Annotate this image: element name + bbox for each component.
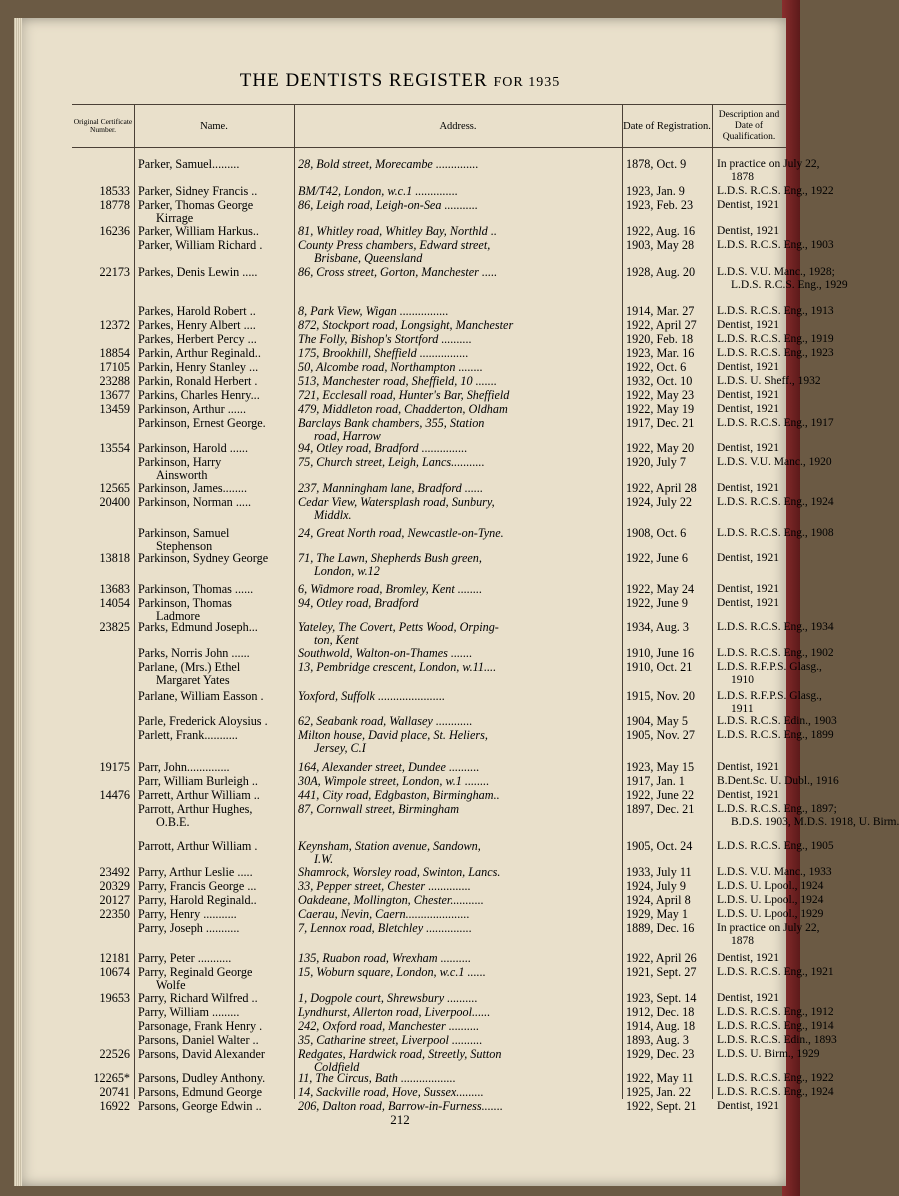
address: 135, Ruabon road, Wrexham ..........: [298, 951, 472, 965]
dentist-name: Parry, Joseph ...........: [138, 921, 240, 935]
dentist-name: Parkinson, Norman .....: [138, 495, 252, 509]
qualification: L.D.S. R.F.P.S. Glasg., 1910: [717, 661, 822, 686]
title-year: FOR 1935: [493, 75, 561, 90]
qualification: Dentist, 1921: [717, 992, 779, 1004]
certificate-number: 22526: [99, 1047, 130, 1061]
qualification: L.D.S. R.F.P.S. Glasg., 1911: [717, 690, 822, 715]
registration-date: 1897, Dec. 21: [626, 802, 695, 816]
qualification: L.D.S. U. Lpool., 1929: [717, 908, 824, 920]
registration-date: 1925, Jan. 22: [626, 1085, 691, 1099]
dentist-name: Parker, William Richard .: [138, 238, 263, 252]
address-continuation: Jersey, C.I: [314, 741, 366, 755]
dentist-name: Parkes, Henry Albert ....: [138, 318, 256, 332]
address: 7, Lennox road, Bletchley ...............: [298, 921, 472, 935]
qualification: L.D.S. R.C.S. Eng., 1899: [717, 729, 834, 741]
certificate-number: 23288: [99, 374, 130, 388]
certificate-number: 22173: [99, 265, 130, 279]
qualification: Dentist, 1921: [717, 389, 779, 401]
qualification: L.D.S. R.C.S. Eng., 1912: [717, 1006, 834, 1018]
dentist-name: Parkinson, Harold ......: [138, 441, 249, 455]
dentist-name: Parkinson, Harry Ainsworth: [138, 455, 222, 482]
dentist-name: Parry, Henry ...........: [138, 907, 237, 921]
dentist-name: Parkinson, Ernest George.: [138, 416, 266, 430]
address: BM/T42, London, w.c.1 ..............: [298, 184, 458, 198]
registration-date: 1922, June 22: [626, 788, 695, 802]
registration-date: 1934, Aug. 3: [626, 620, 689, 634]
dentist-name: Parkinson, Sydney George: [138, 551, 269, 565]
dentist-name: Parle, Frederick Aloysius .: [138, 714, 268, 728]
address: 1, Dogpole court, Shrewsbury ..........: [298, 991, 478, 1005]
dentist-name: Parsons, Daniel Walter ..: [138, 1033, 259, 1047]
address: 164, Alexander street, Dundee ..........: [298, 760, 480, 774]
header-date: Date of Registration.: [623, 120, 711, 132]
registration-date: 1889, Dec. 16: [626, 921, 695, 935]
dentist-name: Parry, Reginald George Wolfe: [138, 965, 253, 992]
certificate-number: 18778: [99, 198, 130, 212]
column-divider: [712, 104, 713, 1099]
address: Redgates, Hardwick road, Streetly, Sutton Coldfield: [298, 1047, 502, 1074]
dentist-name: Parry, William .........: [138, 1005, 240, 1019]
qualification: L.D.S. R.C.S. Eng., 1919: [717, 333, 834, 345]
dentist-name: Parker, Thomas George Kirrage: [138, 198, 254, 225]
qualification: Dentist, 1921: [717, 597, 779, 609]
address: 30A, Wimpole street, London, w.1 ........: [298, 774, 490, 788]
registration-date: 1922, Aug. 16: [626, 224, 696, 238]
name-continuation: Stephenson: [156, 539, 213, 553]
dentist-name: Parkinson, Thomas ......: [138, 582, 254, 596]
qualification: L.D.S. U. Birm., 1929: [717, 1048, 820, 1060]
dentist-name: Parkes, Denis Lewin .....: [138, 265, 258, 279]
registration-date: 1922, April 26: [626, 951, 697, 965]
registration-date: 1924, April 8: [626, 893, 691, 907]
address: 14, Sackville road, Hove, Sussex.........: [298, 1085, 484, 1099]
dentist-name: Parker, Sidney Francis ..: [138, 184, 258, 198]
registration-date: 1933, July 11: [626, 865, 692, 879]
registration-date: 1929, Dec. 23: [626, 1047, 695, 1061]
certificate-number: 23825: [99, 620, 130, 634]
dentist-name: Parkinson, James........: [138, 481, 248, 495]
certificate-number: 20741: [99, 1085, 130, 1099]
qualification: L.D.S. R.C.S. Eng., 1914: [717, 1020, 834, 1032]
address: 15, Woburn square, London, w.c.1 ......: [298, 965, 486, 979]
dentist-name: Parlane, (Mrs.) Ethel Margaret Yates: [138, 660, 241, 687]
address: 479, Middleton road, Chadderton, Oldham: [298, 402, 508, 416]
certificate-number: 12565: [99, 481, 130, 495]
registration-date: 1905, Oct. 24: [626, 839, 693, 853]
address: 8, Park View, Wigan ................: [298, 304, 449, 318]
address: 81, Whitley road, Whitley Bay, Northld ..: [298, 224, 497, 238]
registration-date: 1903, May 28: [626, 238, 695, 252]
dentist-name: Parkinson, Thomas Ladmore: [138, 596, 232, 623]
registration-date: 1914, Aug. 18: [626, 1019, 696, 1033]
qualification: Dentist, 1921: [717, 761, 779, 773]
name-continuation: Ainsworth: [156, 468, 208, 482]
name-continuation: Kirrage: [156, 211, 194, 225]
qualification: Dentist, 1921: [717, 199, 779, 211]
registration-date: 1923, Sept. 14: [626, 991, 697, 1005]
registration-date: 1917, Jan. 1: [626, 774, 685, 788]
qualification: L.D.S. R.C.S. Edin., 1903: [717, 715, 837, 727]
dentist-name: Parry, Richard Wilfred ..: [138, 991, 258, 1005]
qualification: L.D.S. U. Sheff., 1932: [717, 375, 821, 387]
qualification: L.D.S. V.U. Manc., 1928; L.D.S. R.C.S. Eng., 1929: [717, 266, 848, 291]
dentist-name: Parrott, Arthur Hughes, O.B.E.: [138, 802, 253, 829]
address: Yateley, The Covert, Petts Wood, Orping- ton, Kent: [298, 620, 499, 647]
certificate-number: 19653: [99, 991, 130, 1005]
dentist-name: Parry, Francis George ...: [138, 879, 257, 893]
address: 13, Pembridge crescent, London, w.11....: [298, 660, 497, 674]
registration-date: 1878, Oct. 9: [626, 157, 687, 171]
registration-date: 1928, Aug. 20: [626, 265, 696, 279]
qualification: Dentist, 1921: [717, 319, 779, 331]
dentist-name: Parkin, Arthur Reginald..: [138, 346, 261, 360]
certificate-number: 12265*: [93, 1071, 130, 1085]
address: 441, City road, Edgbaston, Birmingham..: [298, 788, 500, 802]
certificate-number: 16236: [99, 224, 130, 238]
certificate-number: 18533: [99, 184, 130, 198]
dentist-name: Parsons, David Alexander: [138, 1047, 265, 1061]
qualification: Dentist, 1921: [717, 952, 779, 964]
qualification: Dentist, 1921: [717, 403, 779, 415]
address: 87, Cornwall street, Birmingham: [298, 802, 460, 816]
dentist-name: Parrott, Arthur William .: [138, 839, 258, 853]
address-continuation: London, w.12: [314, 564, 380, 578]
address: 237, Manningham lane, Bradford ......: [298, 481, 484, 495]
certificate-number: 22350: [99, 907, 130, 921]
address: 94, Otley road, Bradford: [298, 596, 419, 610]
dentist-name: Parkin, Henry Stanley ...: [138, 360, 259, 374]
registration-date: 1905, Nov. 27: [626, 728, 695, 742]
dentist-name: Parr, John..............: [138, 760, 230, 774]
qualification: L.D.S. R.C.S. Eng., 1922: [717, 1072, 834, 1084]
qualification: Dentist, 1921: [717, 789, 779, 801]
address: 242, Oxford road, Manchester ..........: [298, 1019, 480, 1033]
registration-date: 1917, Dec. 21: [626, 416, 695, 430]
address: 513, Manchester road, Sheffield, 10 .......: [298, 374, 497, 388]
registration-date: 1922, May 23: [626, 388, 695, 402]
registration-date: 1904, May 5: [626, 714, 688, 728]
certificate-number: 13459: [99, 402, 130, 416]
certificate-number: 13677: [99, 388, 130, 402]
qualification: Dentist, 1921: [717, 361, 779, 373]
name-continuation: Wolfe: [156, 978, 186, 992]
registration-date: 1929, May 1: [626, 907, 688, 921]
address-continuation: Middlx.: [314, 508, 352, 522]
qualification: L.D.S. R.C.S. Eng., 1902: [717, 647, 834, 659]
registration-date: 1922, May 19: [626, 402, 695, 416]
address: Shamrock, Worsley road, Swinton, Lancs.: [298, 865, 501, 879]
qualification: L.D.S. R.C.S. Eng., 1908: [717, 527, 834, 539]
address: Barclays Bank chambers, 355, Station road, Harrow: [298, 416, 485, 443]
dentist-name: Parry, Harold Reginald..: [138, 893, 257, 907]
address: 175, Brookhill, Sheffield ................: [298, 346, 469, 360]
qualification: L.D.S. R.C.S. Eng., 1922: [717, 185, 834, 197]
address: Lyndhurst, Allerton road, Liverpool......: [298, 1005, 491, 1019]
address-continuation: I.W.: [314, 852, 334, 866]
registration-date: 1893, Aug. 3: [626, 1033, 689, 1047]
registration-date: 1924, July 9: [626, 879, 686, 893]
address: 206, Dalton road, Barrow-in-Furness.......: [298, 1099, 503, 1113]
registration-date: 1922, May 24: [626, 582, 695, 596]
qualification: L.D.S. R.C.S. Edin., 1893: [717, 1034, 837, 1046]
address: Caerau, Nevin, Caern.....................: [298, 907, 470, 921]
certificate-number: 14476: [99, 788, 130, 802]
registration-date: 1922, April 28: [626, 481, 697, 495]
dentist-name: Parsons, Edmund George: [138, 1085, 263, 1099]
registration-date: 1914, Mar. 27: [626, 304, 695, 318]
address: 6, Widmore road, Bromley, Kent ........: [298, 582, 483, 596]
registration-date: 1920, July 7: [626, 455, 686, 469]
registration-date: 1920, Feb. 18: [626, 332, 694, 346]
qualification: L.D.S. R.C.S. Eng., 1897; B.D.S. 1903, M.D.S. 1918, U. Birm.: [717, 803, 899, 828]
dentist-name: Parlane, William Easson .: [138, 689, 264, 703]
dentist-name: Parsons, Dudley Anthony.: [138, 1071, 266, 1085]
qualification: L.D.S. V.U. Manc., 1933: [717, 866, 832, 878]
header-name: Name.: [200, 120, 228, 132]
address-continuation: Brisbane, Queensland: [314, 251, 423, 265]
address: 50, Alcombe road, Northampton ........: [298, 360, 483, 374]
dentist-name: Parr, William Burleigh ..: [138, 774, 258, 788]
address: 35, Catharine street, Liverpool ..........: [298, 1033, 483, 1047]
name-continuation: Margaret Yates: [156, 673, 230, 687]
qualification: Dentist, 1921: [717, 1100, 779, 1112]
registration-date: 1922, Oct. 6: [626, 360, 687, 374]
certificate-number: 17105: [99, 360, 130, 374]
page-title: [0, 70, 800, 92]
certificate-number: 12181: [99, 951, 130, 965]
page-number: 212: [390, 1112, 410, 1127]
qualification: L.D.S. R.C.S. Eng., 1923: [717, 347, 834, 359]
registration-date: 1922, April 27: [626, 318, 697, 332]
qualification: L.D.S. R.C.S. Eng., 1924: [717, 1086, 834, 1098]
dentist-name: Parker, Samuel.........: [138, 157, 240, 171]
dentist-name: Parsonage, Frank Henry .: [138, 1019, 263, 1033]
dentist-name: Parkinson, Samuel Stephenson: [138, 526, 230, 553]
certificate-number: 19175: [99, 760, 130, 774]
qualification: B.Dent.Sc. U. Dubl., 1916: [717, 775, 839, 787]
registration-date: 1910, Oct. 21: [626, 660, 693, 674]
address: 94, Otley road, Bradford ...............: [298, 441, 468, 455]
registration-date: 1912, Dec. 18: [626, 1005, 695, 1019]
column-divider: [294, 104, 295, 1099]
dentist-name: Parkinson, Arthur ......: [138, 402, 246, 416]
address-continuation: ton, Kent: [314, 633, 359, 647]
registration-date: 1922, May 11: [626, 1071, 694, 1085]
qualification-continuation: 1878: [731, 935, 754, 947]
page-edge: [14, 18, 22, 1186]
registration-date: 1910, June 16: [626, 646, 695, 660]
qualification-continuation: 1910: [731, 674, 754, 686]
address: Oakdeane, Mollington, Chester...........: [298, 893, 484, 907]
certificate-number: 10674: [99, 965, 130, 979]
qualification-continuation: L.D.S. R.C.S. Eng., 1929: [731, 279, 848, 291]
address: 86, Cross street, Gorton, Manchester .....: [298, 265, 498, 279]
qualification: L.D.S. R.C.S. Eng., 1903: [717, 239, 834, 251]
address: 28, Bold street, Morecambe ..............: [298, 157, 479, 171]
address: 721, Ecclesall road, Hunter's Bar, Sheffield: [298, 388, 510, 402]
registration-date: 1922, May 20: [626, 441, 695, 455]
address: The Folly, Bishop's Stortford ..........: [298, 332, 472, 346]
address: 62, Seabank road, Wallasey ............: [298, 714, 473, 728]
qualification: In practice on July 22, 1878: [717, 922, 820, 947]
address: 71, The Lawn, Shepherds Bush green, London, w.12: [298, 551, 482, 578]
qualification: L.D.S. R.C.S. Eng., 1921: [717, 966, 834, 978]
certificate-number: 13554: [99, 441, 130, 455]
address: 872, Stockport road, Longsight, Manchester: [298, 318, 514, 332]
qualification: L.D.S. R.C.S. Eng., 1934: [717, 621, 834, 633]
qualification: L.D.S. U. Lpool., 1924: [717, 894, 824, 906]
qualification: Dentist, 1921: [717, 225, 779, 237]
address: Cedar View, Watersplash road, Sunbury, Middlx.: [298, 495, 495, 522]
certificate-number: 18854: [99, 346, 130, 360]
address: 75, Church street, Leigh, Lancs...........: [298, 455, 485, 469]
qualification-continuation: 1911: [731, 703, 754, 715]
header-description: Description and Date of Qualification.: [718, 109, 780, 142]
address: 24, Great North road, Newcastle-on-Tyne.: [298, 526, 504, 540]
dentist-name: Parkin, Ronald Herbert .: [138, 374, 258, 388]
certificate-number: 20127: [99, 893, 130, 907]
dentist-name: Parks, Norris John ......: [138, 646, 250, 660]
dentist-name: Parlett, Frank...........: [138, 728, 238, 742]
qualification: L.D.S. R.C.S. Eng., 1905: [717, 840, 834, 852]
dentist-name: Parry, Arthur Leslie .....: [138, 865, 253, 879]
certificate-number: 14054: [99, 596, 130, 610]
qualification: Dentist, 1921: [717, 442, 779, 454]
qualification-continuation: B.D.S. 1903, M.D.S. 1918, U. Birm.: [731, 816, 899, 828]
name-continuation: O.B.E.: [156, 815, 190, 829]
address-continuation: Coldfield: [314, 1060, 360, 1074]
certificate-number: 13683: [99, 582, 130, 596]
address: Yoxford, Suffolk ......................: [298, 689, 446, 703]
registration-date: 1922, June 9: [626, 596, 688, 610]
qualification: Dentist, 1921: [717, 552, 779, 564]
certificate-number: 12372: [99, 318, 130, 332]
dentist-name: Parkins, Charles Henry...: [138, 388, 260, 402]
certificate-number: 13818: [99, 551, 130, 565]
registration-date: 1922, Sept. 21: [626, 1099, 697, 1113]
address: 11, The Circus, Bath ..................: [298, 1071, 456, 1085]
dentist-name: Parkes, Harold Robert ..: [138, 304, 256, 318]
qualification: L.D.S. R.C.S. Eng., 1913: [717, 305, 834, 317]
dentist-name: Parks, Edmund Joseph...: [138, 620, 258, 634]
column-divider: [134, 104, 135, 1099]
registration-date: 1923, Mar. 16: [626, 346, 695, 360]
address: 33, Pepper street, Chester ..............: [298, 879, 471, 893]
certificate-number: 20400: [99, 495, 130, 509]
name-continuation: Ladmore: [156, 609, 200, 623]
address: Milton house, David place, St. Heliers, Jersey, C.I: [298, 728, 488, 755]
address: Keynsham, Station avenue, Sandown, I.W.: [298, 839, 481, 866]
address-continuation: road, Harrow: [314, 429, 381, 443]
column-header-row: [72, 104, 786, 148]
registration-date: 1922, June 6: [626, 551, 688, 565]
qualification-continuation: 1878: [731, 171, 754, 183]
registration-date: 1924, July 22: [626, 495, 693, 509]
header-certificate-number: Original Certificate Number.: [73, 117, 133, 134]
dentist-name: Parker, William Harkus..: [138, 224, 259, 238]
registration-date: 1915, Nov. 20: [626, 689, 695, 703]
address: County Press chambers, Edward street, Brisbane, Queensland: [298, 238, 491, 265]
header-address: Address.: [439, 120, 477, 132]
registration-date: 1923, Feb. 23: [626, 198, 694, 212]
address: 86, Leigh road, Leigh-on-Sea ...........: [298, 198, 478, 212]
dentist-name: Parkes, Herbert Percy ...: [138, 332, 257, 346]
title-text: THE DENTISTS REGISTER: [239, 70, 488, 91]
qualification: L.D.S. R.C.S. Eng., 1924: [717, 496, 834, 508]
qualification: In practice on July 22, 1878: [717, 158, 820, 183]
certificate-number: 23492: [99, 865, 130, 879]
qualification: L.D.S. R.C.S. Eng., 1917: [717, 417, 834, 429]
registration-date: 1923, Jan. 9: [626, 184, 685, 198]
registration-date: 1923, May 15: [626, 760, 695, 774]
qualification: Dentist, 1921: [717, 482, 779, 494]
registration-date: 1932, Oct. 10: [626, 374, 693, 388]
address: Southwold, Walton-on-Thames .......: [298, 646, 473, 660]
registration-date: 1921, Sept. 27: [626, 965, 697, 979]
dentist-name: Parsons, George Edwin ..: [138, 1099, 262, 1113]
qualification: L.D.S. V.U. Manc., 1920: [717, 456, 832, 468]
qualification: L.D.S. U. Lpool., 1924: [717, 880, 824, 892]
certificate-number: 16922: [99, 1099, 130, 1113]
qualification: Dentist, 1921: [717, 583, 779, 595]
column-divider: [622, 104, 623, 1099]
dentist-name: Parry, Peter ...........: [138, 951, 232, 965]
registration-date: 1908, Oct. 6: [626, 526, 687, 540]
dentist-name: Parrett, Arthur William ..: [138, 788, 260, 802]
certificate-number: 20329: [99, 879, 130, 893]
